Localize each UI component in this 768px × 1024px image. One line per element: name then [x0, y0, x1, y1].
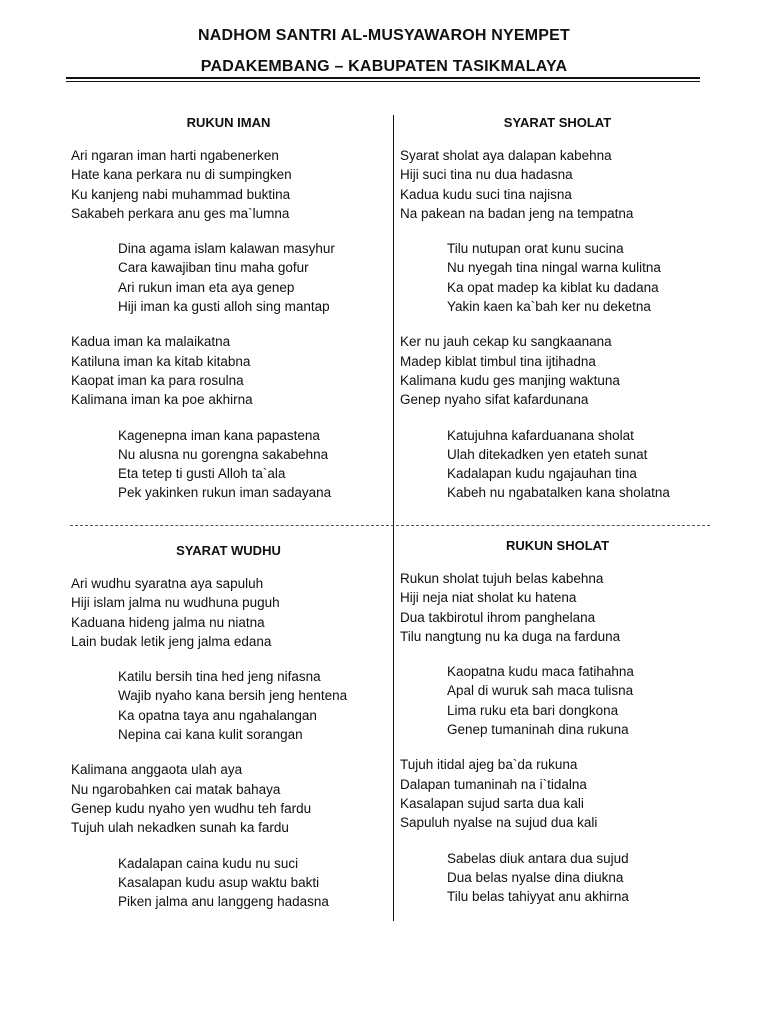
stanza [400, 332, 715, 409]
section-heading: RUKUN IMAN [186, 115, 271, 130]
verse-line: Ari rukun iman eta aya genep [118, 279, 295, 295]
section-rukun-iman [71, 113, 386, 519]
section-syarat-wudhu [71, 541, 386, 927]
verse-line: Kasalapan kudu asup waktu bakti [118, 874, 320, 890]
verse-line: Tujuh ulah nekadken sunah ka fardu [71, 820, 289, 836]
verse-line: Kadalapan caina kudu nu suci [118, 855, 299, 871]
verse-line: Ka opat madep ka kiblat ku dadana [447, 279, 659, 295]
verse-line: Ku kanjeng nabi muhammad buktina [71, 186, 291, 202]
stanza [71, 760, 386, 837]
verse-line: Katiluna iman ka kitab kitabna [71, 353, 251, 369]
verse-line: Pek yakinken rukun iman sadayana [118, 485, 332, 501]
verse-line: Genep nyaho sifat kafardunana [400, 392, 589, 408]
stanza [400, 755, 715, 832]
verse-line: Hiji neja niat sholat ku hatena [400, 590, 577, 606]
verse-line: Kabeh nu ngabatalken kana sholatna [447, 485, 670, 501]
verse-line: Kaopatna kudu maca fatihahna [447, 664, 634, 680]
verse-line: Sakabeh perkara anu ges ma`lumna [71, 205, 290, 221]
verse-line: Nu nyegah tina ningal warna kulitna [447, 260, 661, 276]
verse-line: Tilu nutupan orat kunu sucina [447, 241, 624, 257]
verse-line: Rukun sholat tujuh belas kabehna [400, 571, 604, 586]
verse-line: Tilu belas tahiyyat anu akhirna [447, 889, 629, 905]
verse-line: Genep tumaninah dina rukuna [447, 722, 629, 738]
verse-line: Kadua iman ka malaikatna [71, 334, 231, 350]
verse-line: Piken jalma anu langgeng hadasna [118, 894, 329, 910]
stanza [71, 667, 386, 744]
stanza [71, 426, 386, 503]
section-syarat-sholat [400, 113, 715, 519]
verse-line: Kalimana anggaota ulah aya [71, 762, 243, 778]
verse-line: Kaopat iman ka para rosulna [71, 372, 244, 388]
header-rule-thin [66, 81, 700, 82]
verse-line: Katilu bersih tina hed jeng nifasna [118, 669, 321, 685]
stanza [71, 574, 386, 651]
column-divider [393, 115, 394, 921]
verse-line: Hiji iman ka gusti alloh sing mantap [118, 299, 330, 315]
verse-line: Tilu nangtung nu ka duga na farduna [400, 628, 621, 644]
verse-line: Hiji suci tina nu dua hadasna [400, 167, 573, 183]
verse-line: Nepina cai kana kulit sorangan [118, 727, 303, 743]
stanza [400, 849, 715, 907]
verse-line: Ka opatna taya anu ngahalangan [118, 707, 317, 723]
verse-line: Kadalapan kudu ngajauhan tina [447, 466, 637, 482]
verse-line: Madep kiblat timbul tina ijtihadna [400, 353, 596, 369]
stanza [71, 146, 386, 223]
verse-line: Dua belas nyalse dina diukna [447, 869, 624, 885]
header-rule-thick [66, 77, 700, 79]
verse-line: Lima ruku eta bari dongkona [447, 702, 619, 718]
verse-line: Dalapan tumaninah na i`tidalna [400, 776, 587, 792]
verse-line: Ulah ditekadken yen etateh sunat [447, 446, 648, 462]
section-heading: RUKUN SHOLAT [505, 538, 610, 553]
verse-line: Genep kudu nyaho yen wudhu teh fardu [71, 800, 312, 816]
verse-line: Hate kana perkara nu di sumpingken [71, 167, 292, 183]
verse-line: Lain budak letik jeng jalma edana [71, 633, 272, 649]
stanza [400, 662, 715, 739]
document-title: NADHOM SANTRI AL-MUSYAWAROH NYEMPET [197, 27, 571, 44]
verse-line: Sapuluh nyalse na sujud dua kali [400, 815, 598, 831]
stanza [400, 239, 715, 316]
verse-line: Nu ngarobahken cai matak bahaya [71, 781, 281, 797]
verse-line: Cara kawajiban tinu maha gofur [118, 260, 309, 276]
verse-line: Yakin kaen ka`bah ker nu deketna [447, 299, 651, 315]
section-rukun-sholat [400, 536, 715, 922]
verse-line: Nu alusna nu gorengna sakabehna [118, 446, 329, 462]
verse-line: Kadua kudu suci tina najisna [400, 186, 572, 202]
verse-line: Ker nu jauh cekap ku sangkaanana [400, 334, 612, 350]
stanza [71, 854, 386, 912]
verse-line: Dua takbirotul ihrom panghelana [400, 609, 596, 625]
verse-line: Kalimana kudu ges manjing waktuna [400, 372, 620, 388]
stanza [400, 569, 715, 646]
document-subtitle: PADAKEMBANG – KABUPATEN TASIKMALAYA [200, 58, 568, 75]
section-heading: SYARAT SHOLAT [503, 115, 612, 130]
verse-line: Kagenepna iman kana papastena [118, 427, 320, 443]
verse-line: Sabelas diuk antara dua sujud [447, 850, 629, 866]
stanza [400, 146, 715, 223]
verse-line: Hiji islam jalma nu wudhuna puguh [71, 595, 280, 611]
verse-line: Syarat sholat aya dalapan kabehna [400, 148, 612, 163]
verse-line: Apal di wuruk sah maca tulisna [447, 683, 634, 699]
verse-line: Kasalapan sujud sarta dua kali [400, 795, 584, 811]
verse-line: Wajib nyaho kana bersih jeng hentena [118, 688, 348, 704]
verse-line: Ari wudhu syaratna aya sapuluh [71, 576, 264, 591]
verse-line: Ari ngaran iman harti ngabenerken [71, 148, 279, 163]
verse-line: Kalimana iman ka poe akhirna [71, 392, 253, 408]
verse-line: Katujuhna kafarduanana sholat [447, 427, 634, 443]
verse-line: Kaduana hideng jalma nu niatna [71, 614, 265, 630]
stanza [400, 426, 715, 503]
verse-line: Eta tetep ti gusti Alloh ta`ala [118, 466, 286, 482]
verse-line: Dina agama islam kalawan masyhur [118, 241, 335, 257]
stanza [71, 239, 386, 316]
stanza [71, 332, 386, 409]
verse-line: Na pakean na badan jeng na tempatna [400, 205, 634, 221]
verse-line: Tujuh itidal ajeg ba`da rukuna [400, 757, 578, 773]
section-divider-dashed [70, 525, 710, 526]
section-heading: SYARAT WUDHU [176, 543, 281, 558]
